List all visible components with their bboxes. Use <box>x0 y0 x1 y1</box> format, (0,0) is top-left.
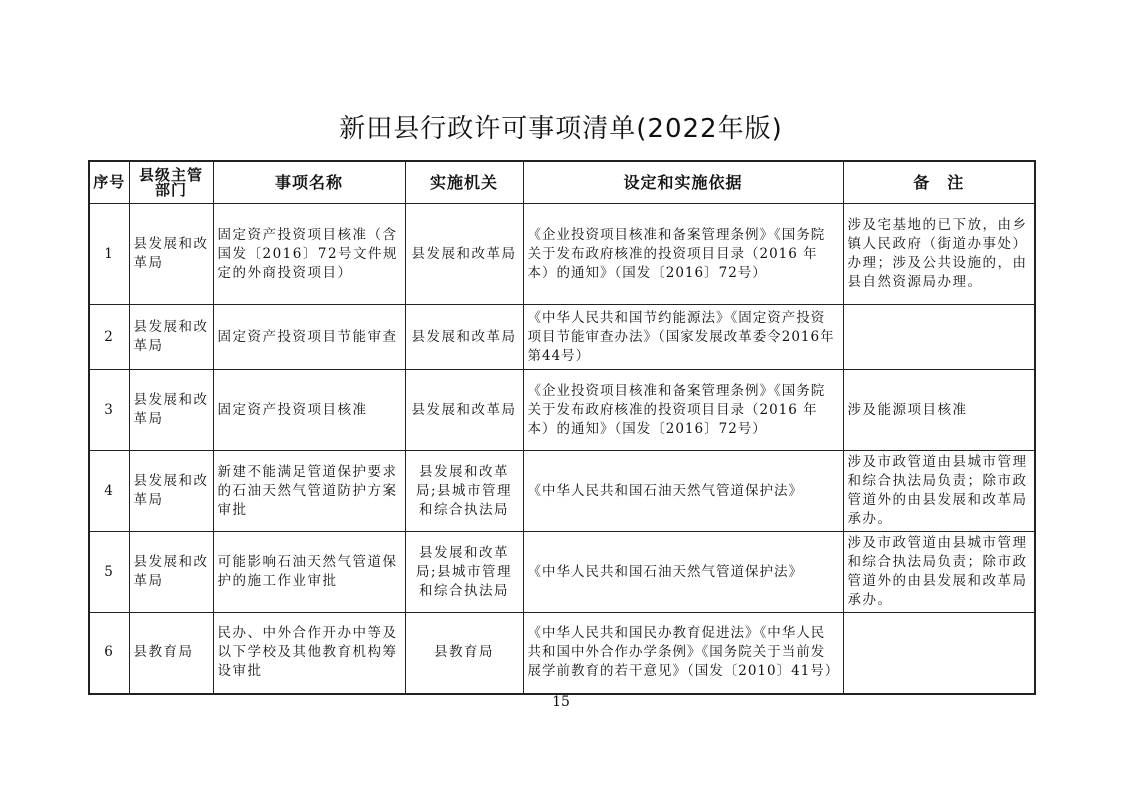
cell-dept: 县发展和改革局 <box>129 370 213 451</box>
cell-no: 6 <box>89 613 129 694</box>
cell-basis: 《中华人民共和国石油天然气管道保护法》 <box>523 451 843 532</box>
cell-dept: 县发展和改革局 <box>129 305 213 370</box>
header-basis: 设定和实施依据 <box>523 161 843 204</box>
cell-item: 固定资产投资项目节能审查 <box>213 305 405 370</box>
cell-item: 固定资产投资项目核准 <box>213 370 405 451</box>
cell-item: 民办、中外合作开办中等及以下学校及其他教育机构筹设审批 <box>213 613 405 694</box>
table-row <box>89 532 1035 613</box>
permit-table <box>88 160 1036 695</box>
cell-note: 涉及能源项目核准 <box>843 370 1035 451</box>
table-row <box>89 204 1035 305</box>
cell-note: 涉及市政管道由县城市管理和综合执法局负责；除市政管道外的由县发展和改革局承办。 <box>843 532 1035 613</box>
cell-agency: 县发展和改革局 <box>405 305 523 370</box>
cell-basis: 《中华人民共和国石油天然气管道保护法》 <box>523 532 843 613</box>
cell-dept: 县发展和改革局 <box>129 204 213 305</box>
cell-note: 涉及市政管道由县城市管理和综合执法局负责；除市政管道外的由县发展和改革局承办。 <box>843 451 1035 532</box>
cell-note <box>843 305 1035 370</box>
document-title: 新田县行政许可事项清单(2022年版) <box>339 114 783 144</box>
header-no: 序号 <box>89 161 129 204</box>
cell-dept: 县发展和改革局 <box>129 451 213 532</box>
cell-dept: 县发展和改革局 <box>129 532 213 613</box>
header-item: 事项名称 <box>213 161 405 204</box>
cell-agency: 县发展和改革局 <box>405 370 523 451</box>
table-row <box>89 613 1035 694</box>
cell-agency: 县发展和改革局 <box>405 204 523 305</box>
table-row <box>89 370 1035 451</box>
header-dept: 县级主管部门 <box>129 161 213 204</box>
cell-no: 3 <box>89 370 129 451</box>
cell-agency: 县教育局 <box>405 613 523 694</box>
cell-dept: 县教育局 <box>129 613 213 694</box>
table-row <box>89 305 1035 370</box>
cell-item: 新建不能满足管道保护要求的石油天然气管道防护方案审批 <box>213 451 405 532</box>
page-number: 15 <box>552 694 570 710</box>
cell-agency: 县发展和改革局;县城市管理和综合执法局 <box>405 451 523 532</box>
cell-no: 2 <box>89 305 129 370</box>
cell-note <box>843 613 1035 694</box>
cell-agency: 县发展和改革局;县城市管理和综合执法局 <box>405 532 523 613</box>
cell-basis: 《企业投资项目核准和备案管理条例》《国务院关于发布政府核准的投资项目目录（2016 年本）的通知》（国发〔2016〕72号） <box>523 370 843 451</box>
cell-basis: 《企业投资项目核准和备案管理条例》《国务院关于发布政府核准的投资项目目录（2016 年本）的通知》（国发〔2016〕72号） <box>523 204 843 305</box>
cell-item: 固定资产投资项目核准（含国发〔2016〕72号文件规定的外商投资项目） <box>213 204 405 305</box>
cell-basis: 《中华人民共和国节约能源法》《固定资产投资项目节能审查办法》（国家发展改革委令2016年第44号） <box>523 305 843 370</box>
cell-note: 涉及宅基地的已下放，由乡镇人民政府（街道办事处）办理；涉及公共设施的，由县自然资源局办理。 <box>843 204 1035 305</box>
cell-no: 5 <box>89 532 129 613</box>
header-agency: 实施机关 <box>405 161 523 204</box>
cell-no: 4 <box>89 451 129 532</box>
cell-no: 1 <box>89 204 129 305</box>
header-note: 备 注 <box>843 161 1035 204</box>
cell-basis: 《中华人民共和国民办教育促进法》《中华人民共和国中外合作办学条例》《国务院关于当前发展学前教育的若干意见》（国发〔2010〕41号） <box>523 613 843 694</box>
table-row <box>89 451 1035 532</box>
table-header-row <box>89 161 1035 204</box>
cell-item: 可能影响石油天然气管道保护的施工作业审批 <box>213 532 405 613</box>
